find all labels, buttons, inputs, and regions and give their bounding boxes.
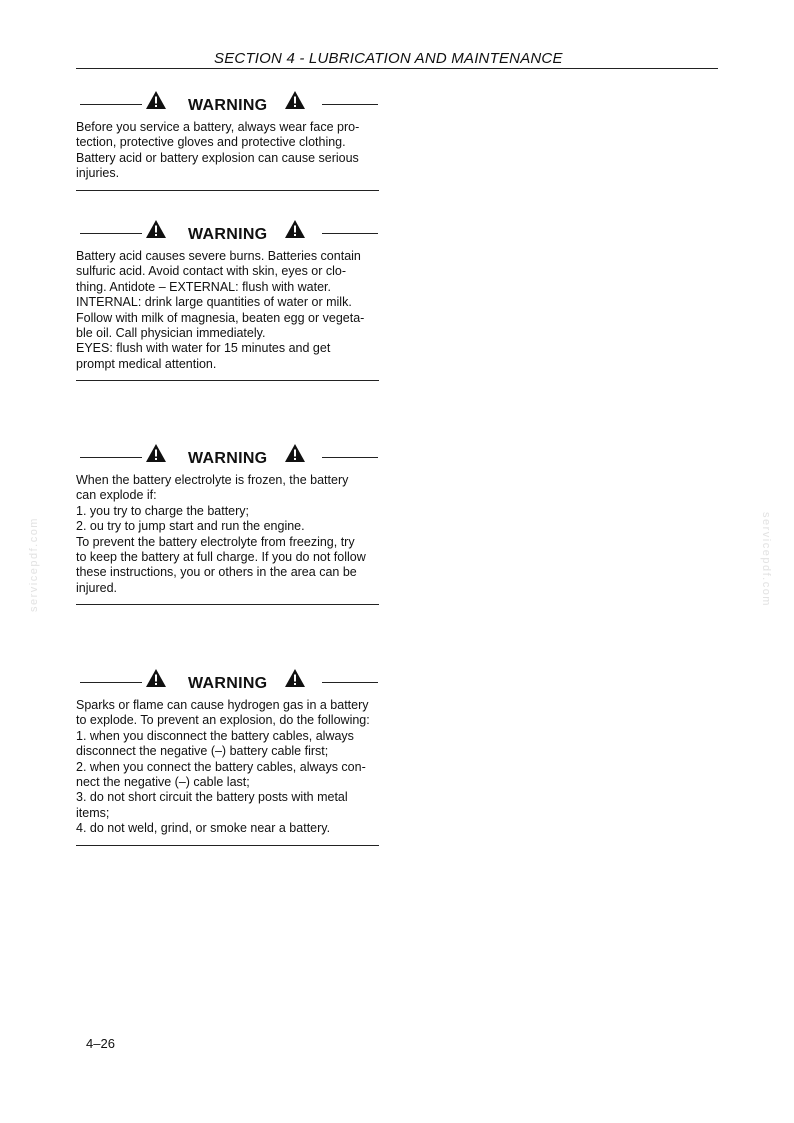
warning-line: 1. when you disconnect the battery cables, always bbox=[76, 728, 354, 743]
warning-rule-right bbox=[322, 104, 378, 105]
warning-header bbox=[76, 225, 379, 249]
warning-triangle-icon bbox=[284, 443, 306, 463]
warning-line: 2. when you connect the battery cables, always con- bbox=[76, 759, 366, 774]
watermark-left: servicepdf.com bbox=[28, 517, 40, 612]
warning-line: Before you service a battery, always wear face pro- bbox=[76, 120, 360, 134]
warning-triangle-icon bbox=[145, 219, 167, 239]
warning-line: 3. do not short circuit the battery posts with metal bbox=[76, 790, 348, 805]
section-title: SECTION 4 - LUBRICATION AND MAINTENANCE bbox=[214, 50, 563, 67]
warning-block-2 bbox=[76, 225, 379, 381]
warning-rule-right bbox=[322, 682, 378, 683]
warning-rule-right bbox=[322, 233, 378, 234]
warning-triangle-icon bbox=[284, 219, 306, 239]
warning-triangle-icon bbox=[284, 668, 306, 688]
warning-line: to explode. To prevent an explosion, do the following: bbox=[76, 713, 370, 728]
warning-triangle-icon bbox=[145, 90, 167, 110]
warning-block-1 bbox=[76, 96, 379, 191]
warning-text bbox=[76, 473, 379, 596]
warning-line: to keep the battery at full charge. If you do not follow bbox=[76, 550, 366, 565]
warning-line: EYES: flush with water for 15 minutes and get bbox=[76, 341, 331, 356]
warning-line: INTERNAL: drink large quantities of water or milk. bbox=[76, 295, 352, 310]
warning-line: nect the negative (–) cable last; bbox=[76, 775, 250, 790]
warning-title: WARNING bbox=[188, 675, 268, 692]
warning-text bbox=[76, 120, 379, 182]
warning-header bbox=[76, 449, 379, 473]
page-header bbox=[76, 50, 718, 69]
warning-triangle-icon bbox=[145, 443, 167, 463]
warning-line: 2. ou try to jump start and run the engine. bbox=[76, 519, 305, 534]
warning-title: WARNING bbox=[188, 450, 268, 467]
warning-triangle-icon bbox=[145, 668, 167, 688]
warning-text bbox=[76, 249, 379, 372]
warning-line: tection, protective gloves and protective clothing. bbox=[76, 135, 346, 150]
page-number: 4–26 bbox=[86, 1036, 115, 1051]
warning-line: Sparks or flame can cause hydrogen gas in a battery bbox=[76, 698, 369, 712]
warning-line: can explode if: bbox=[76, 488, 157, 503]
warning-line: When the battery electrolyte is frozen, the battery bbox=[76, 473, 349, 487]
warning-title: WARNING bbox=[188, 97, 268, 114]
warning-line: these instructions, you or others in the area can be bbox=[76, 565, 357, 580]
warning-rule-right bbox=[322, 457, 378, 458]
warning-line: ble oil. Call physician immediately. bbox=[76, 326, 266, 341]
warning-line: injured. bbox=[76, 580, 117, 595]
warning-bottom-rule bbox=[76, 845, 379, 846]
warning-header bbox=[76, 674, 379, 698]
warning-block-4 bbox=[76, 674, 379, 846]
watermark-right: servicepdf.com bbox=[760, 512, 772, 607]
warning-line: 4. do not weld, grind, or smoke near a battery. bbox=[76, 821, 331, 836]
warning-line: items; bbox=[76, 805, 110, 820]
warning-line: disconnect the negative (–) battery cable first; bbox=[76, 744, 329, 759]
warning-line: sulfuric acid. Avoid contact with skin, eyes or clo- bbox=[76, 264, 347, 279]
warning-bottom-rule bbox=[76, 190, 379, 191]
warning-bottom-rule bbox=[76, 604, 379, 605]
warning-header bbox=[76, 96, 379, 120]
warning-rule-left bbox=[80, 457, 142, 458]
warning-line: thing. Antidote – EXTERNAL: flush with water. bbox=[76, 279, 331, 294]
warning-rule-left bbox=[80, 682, 142, 683]
warning-bottom-rule bbox=[76, 380, 379, 381]
warning-line: Follow with milk of magnesia, beaten egg or vegeta- bbox=[76, 310, 365, 325]
warning-rule-left bbox=[80, 233, 142, 234]
warning-block-3 bbox=[76, 449, 379, 605]
warning-title: WARNING bbox=[188, 226, 268, 243]
warning-line: To prevent the battery electrolyte from freezing, try bbox=[76, 534, 355, 549]
warning-rule-left bbox=[80, 104, 142, 105]
warning-line: injuries. bbox=[76, 166, 120, 181]
warning-line: prompt medical attention. bbox=[76, 356, 217, 371]
warning-triangle-icon bbox=[284, 90, 306, 110]
warning-line: Battery acid or battery explosion can cause serious bbox=[76, 150, 359, 165]
warning-text bbox=[76, 698, 379, 837]
warning-line: Battery acid causes severe burns. Batteries contain bbox=[76, 249, 361, 263]
warning-line: 1. you try to charge the battery; bbox=[76, 503, 250, 518]
